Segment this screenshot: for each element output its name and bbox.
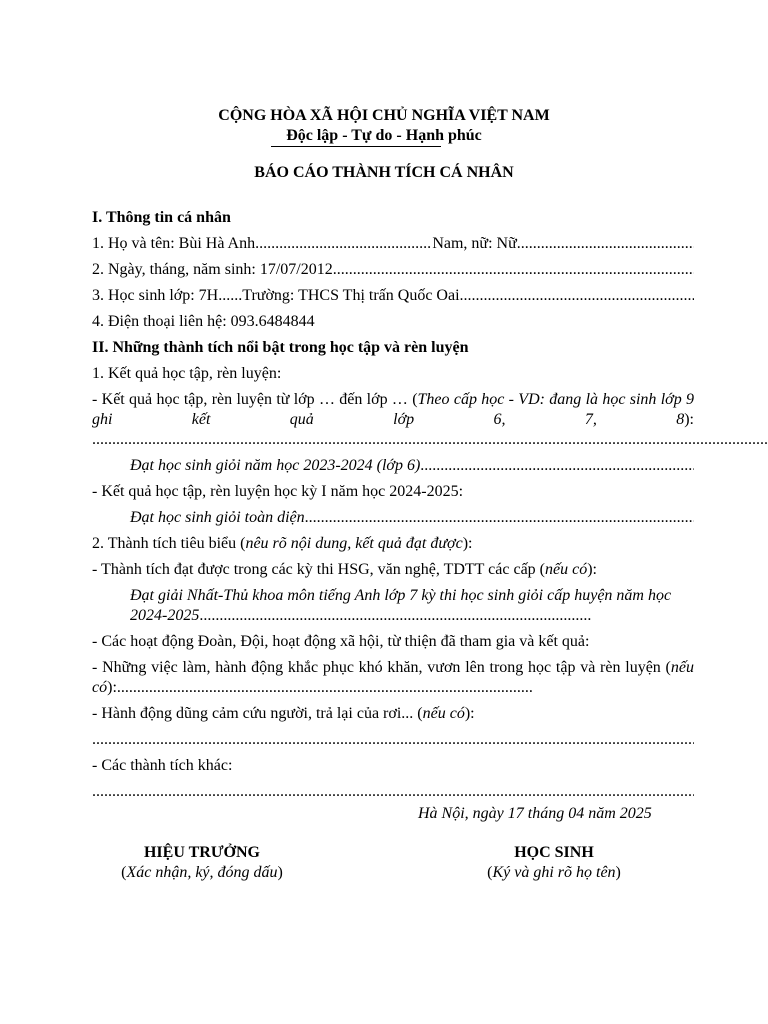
item-1a-post: ):: [684, 411, 694, 428]
item-2-pre: 2. Thành tích tiêu biểu (: [92, 535, 246, 552]
dot-leader: [517, 234, 694, 254]
dot-leader: ........................................................................................................: [116, 679, 533, 696]
item-2a-answer-block: [92, 586, 694, 626]
dot-leader: [305, 508, 694, 528]
dot-leader: [255, 234, 432, 254]
item-2d-post: ):: [464, 705, 475, 722]
dot-leader: ................................................................................. .....: [92, 431, 768, 448]
student-title: HỌC SINH: [514, 844, 594, 861]
dot-leader: ..................................................................................................: [199, 607, 592, 624]
dob-label: 2. Ngày, tháng, năm sinh: 17/07/2012: [92, 261, 333, 278]
item-2c-pre: - Những việc làm, hành động khắc phục khó khăn, vươn lên trong học tập và rèn luyện (: [92, 659, 671, 676]
item-1a-text: [92, 390, 694, 450]
date-place: Hà Nội, ngày 17 tháng 04 năm 2025: [418, 805, 652, 822]
dot-leader: [460, 286, 694, 306]
item-2-note: nêu rõ nội dung, kết quả đạt được: [245, 535, 463, 552]
dot-line: [92, 782, 694, 802]
student-note-text: Ký và ghi rõ họ tên: [492, 864, 616, 881]
item-2a-post: ):: [587, 561, 597, 578]
item-2c: [92, 658, 694, 698]
item-1a-note: Theo cấp học - VD: đang là học sinh lớp 9 ghi kết quả lớp 6, 7, 8: [92, 391, 695, 428]
item-2a-answer: Đạt giải Nhất-Thủ khoa môn tiếng Anh lớp 7 kỳ thi học sinh giỏi cấp huyện năm học 2024-2025: [130, 587, 672, 624]
item-2c-post: ):: [107, 679, 117, 696]
item-2c-note: nếu có: [92, 659, 694, 696]
item-2a-note: nếu có: [545, 561, 588, 578]
student-signature-block: [440, 843, 668, 883]
national-motto: Độc lập - Tự do - Hạnh phúc: [286, 127, 482, 144]
national-title: CỘNG HÒA XÃ HỘI CHỦ NGHĨA VIỆT NAM: [218, 107, 550, 124]
dot-leader: [420, 456, 694, 476]
item-1b: - Kết quả học tập, rèn luyện học kỳ I năm học 2024-2025:: [92, 483, 464, 500]
item-2d-pre: - Hành động dũng cảm cứu người, trả lại của rơi... (: [92, 705, 423, 722]
student-note: (Ký và ghi rõ họ tên): [487, 864, 621, 881]
report-title: BÁO CÁO THÀNH TÍCH CÁ NHÂN: [254, 164, 514, 181]
dob-row: [92, 260, 694, 280]
principal-note: (Xác nhận, ký, đóng dấu): [121, 864, 283, 881]
report-body: [92, 208, 694, 808]
item-2: [92, 534, 694, 554]
phone-row: 4. Điện thoại liên hệ: 093.6484844: [92, 313, 315, 330]
principal-title: HIỆU TRƯỞNG: [143, 844, 260, 861]
name-row: [92, 234, 694, 254]
item-2d: [92, 704, 694, 724]
item-1: 1. Kết quả học tập, rèn luyện:: [92, 365, 282, 382]
item-2-post: ):: [462, 535, 473, 552]
item-2a-answer-text: [130, 586, 694, 626]
item-1a-pre: - Kết quả học tập, rèn luyện từ lớp … đến lớp … (: [92, 391, 418, 408]
class-label: 3. Học sinh lớp: 7H......Trường: THCS Thị trấn Quốc Oai: [92, 287, 460, 304]
item-1a: [92, 390, 694, 450]
principal-signature-block: [92, 843, 312, 883]
item-2e: - Các thành tích khác:: [92, 757, 233, 774]
section-1-heading: I. Thông tin cá nhân: [92, 209, 231, 226]
dot-line: [92, 730, 694, 750]
motto-underline: [271, 146, 441, 147]
class-row: [92, 286, 694, 306]
dot-leader: [333, 260, 694, 280]
item-1a-answer: Đạt học sinh giỏi năm học 2023-2024 (lớp 6): [130, 457, 421, 474]
item-1b-answer-row: [92, 508, 694, 528]
item-1b-answer: Đạt học sinh giỏi toàn diện: [130, 509, 305, 526]
item-2b: - Các hoạt động Đoàn, Đội, hoạt động xã hội, từ thiện đã tham gia và kết quả:: [92, 633, 590, 650]
principal-note-text: Xác nhận, ký, đóng dấu: [126, 864, 278, 881]
item-2a: [92, 560, 694, 580]
name-label: 1. Họ và tên: Bùi Hà Anh: [92, 235, 256, 252]
section-2-heading: II. Những thành tích nổi bật trong học tập và rèn luyện: [92, 339, 469, 356]
item-2a-pre: - Thành tích đạt được trong các kỳ thi HSG, văn nghệ, TDTT các cấp (: [92, 561, 545, 578]
item-1a-answer-row: [92, 456, 694, 476]
item-2d-note: nếu có: [422, 705, 465, 722]
gender-label: Nam, nữ: Nữ: [432, 235, 517, 252]
